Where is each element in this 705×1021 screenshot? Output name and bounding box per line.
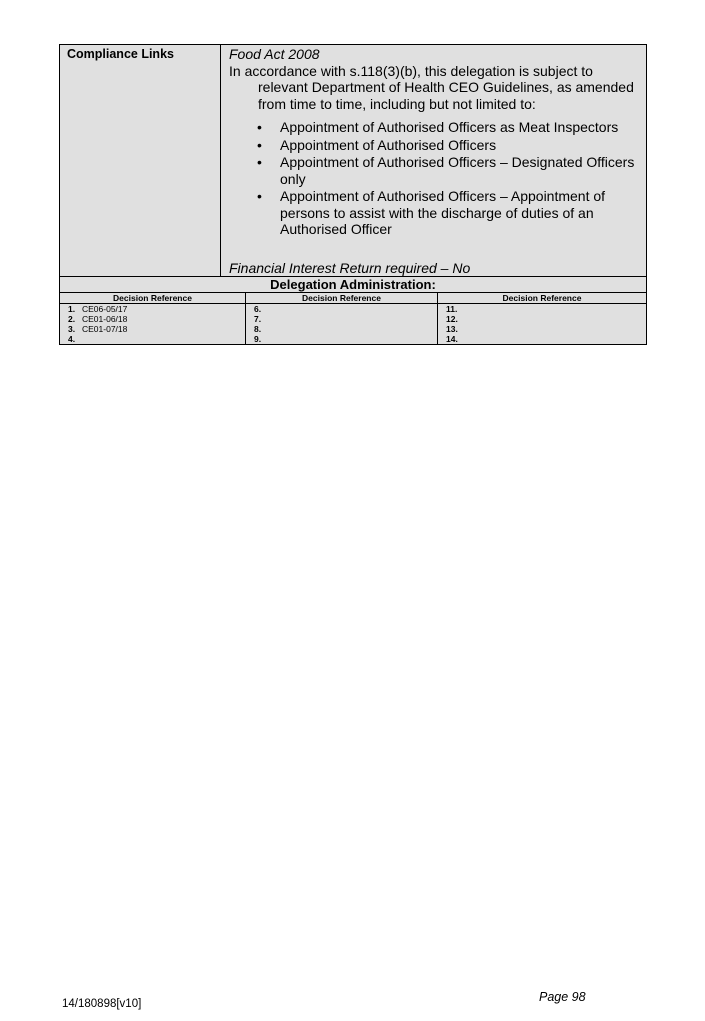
list-item-text: Appointment of Authorised Officers as Meat Inspectors [280, 119, 619, 135]
table-row [438, 304, 646, 314]
list-item-text: Appointment of Authorised Officers – Appointment of persons to assist with the discharge of duties of an Authorised Officer [280, 188, 606, 237]
table-row [438, 314, 646, 324]
decision-ref [82, 334, 245, 344]
row-number: 8. [254, 324, 262, 334]
financial-interest-note: Financial Interest Return required – No [229, 259, 471, 276]
row-number: 12. [446, 314, 458, 324]
row-number: 14. [446, 334, 458, 344]
table-row [246, 324, 437, 334]
delegation-table [59, 44, 647, 345]
table-row [246, 304, 437, 314]
decision-ref [268, 304, 437, 314]
list-item-text: Appointment of Authorised Officers – Designated Officers only [280, 154, 635, 187]
table-row [438, 334, 646, 344]
row-number: 7. [254, 314, 262, 324]
decision-ref [460, 314, 646, 324]
decision-ref: CE06-05/17 [82, 304, 128, 314]
decision-column-header: Decision Reference [246, 293, 437, 304]
decision-ref [268, 324, 437, 334]
decision-column [245, 293, 437, 344]
bullet-icon: • [257, 136, 262, 153]
row-number: 6. [254, 304, 262, 314]
row-number: 4. [68, 334, 76, 344]
list-item [257, 154, 638, 187]
table-row [246, 334, 437, 344]
page-number: Page 98 [539, 990, 586, 1004]
decision-ref [460, 304, 646, 314]
row-number: 9. [254, 334, 262, 344]
decision-ref [460, 324, 646, 334]
decision-ref [268, 314, 437, 324]
row-number: 11. [446, 304, 458, 314]
list-item [257, 119, 638, 136]
decision-column [437, 293, 646, 344]
list-item [257, 136, 638, 154]
compliance-label: Compliance Links [60, 45, 221, 276]
document-reference: 14/180898[v10] [62, 998, 142, 1010]
table-row [60, 314, 245, 324]
decision-ref: CE01-07/18 [82, 324, 128, 334]
row-number: 1. [68, 304, 76, 314]
bullet-icon: • [257, 119, 262, 135]
row-number: 3. [68, 324, 76, 334]
compliance-content [221, 45, 646, 276]
row-number: 2. [68, 314, 76, 324]
list-item [257, 188, 638, 238]
table-row [60, 324, 245, 334]
compliance-row [60, 45, 646, 277]
decision-column-header: Decision Reference [60, 293, 245, 304]
compliance-intro: In accordance with s.118(3)(b), this delegation is subject to relevant Department of Health CEO Guidelines, as amended from time to time, including but not limited to: [229, 62, 634, 112]
decision-column [60, 293, 245, 344]
row-number: 13. [446, 324, 458, 334]
admin-title: Delegation Administration: [60, 277, 646, 293]
decision-ref [268, 334, 437, 344]
decision-ref [460, 334, 646, 344]
guidelines-list [229, 119, 638, 238]
table-row [60, 334, 245, 344]
bullet-icon: • [257, 188, 262, 204]
decision-grid [60, 293, 646, 344]
list-item-text: Appointment of Authorised Officers [280, 136, 497, 153]
bullet-icon: • [257, 154, 262, 170]
table-row [60, 304, 245, 314]
table-row [438, 324, 646, 334]
act-title: Food Act 2008 [229, 46, 320, 62]
decision-ref: CE01-06/18 [82, 314, 128, 324]
table-row [246, 314, 437, 324]
decision-column-header: Decision Reference [438, 293, 646, 304]
